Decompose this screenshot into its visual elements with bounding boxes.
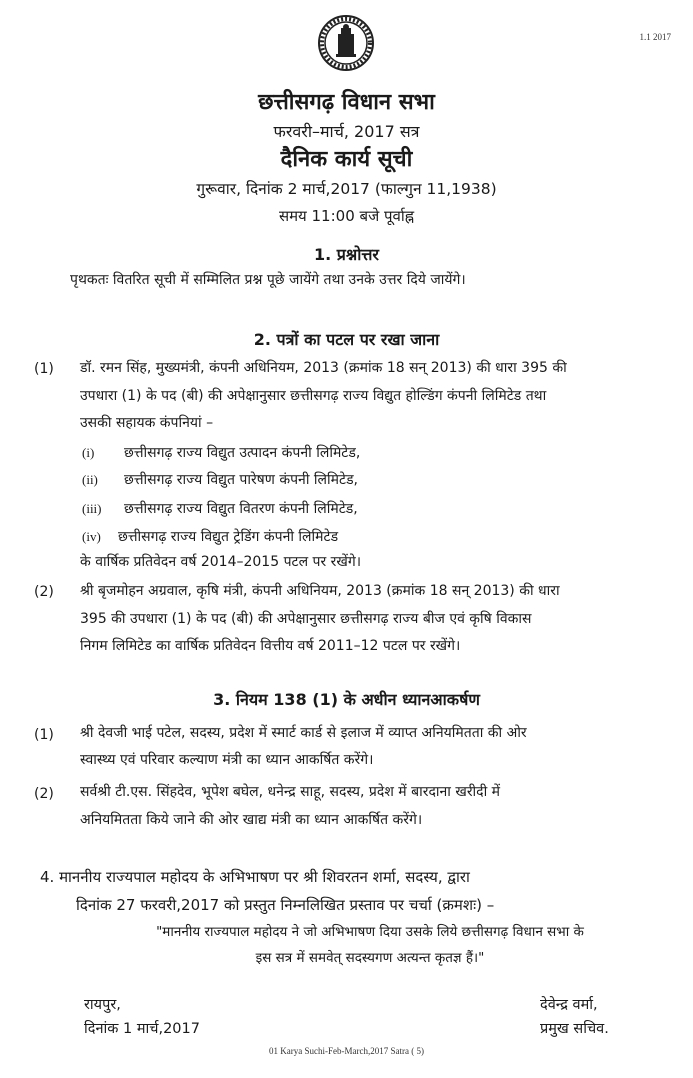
sub-item-number: (ii) (82, 472, 98, 487)
sub-item-text: छत्तीसगढ़ राज्य विद्युत वितरण कंपनी लिमिटेड, (124, 501, 358, 517)
section4-line2: दिनांक 27 फरवरी,2017 को प्रस्तुत निम्नलिखित प्रस्ताव पर चर्चा (क्रमशः) – (76, 896, 495, 914)
sub-item-text: छत्तीसगढ़ राज्य विद्युत उत्पादन कंपनी लिमिटेड, (124, 445, 361, 461)
footer-date: दिनांक 1 मार्च,2017 (84, 1021, 200, 1037)
section2-item1-line1: डॉ. रमन सिंह, मुख्यमंत्री, कंपनी अधिनियम, 2013 (क्रमांक 18 सन् 2013) की धारा 395 की (80, 360, 567, 376)
session-line: फरवरी–मार्च, 2017 सत्र (273, 122, 420, 141)
section3-heading: 3. नियम 138 (1) के अधीन ध्यानआकर्षण (213, 690, 480, 709)
sub-item-text: छत्तीसगढ़ राज्य विद्युत पारेषण कंपनी लिमिटेड, (124, 472, 359, 488)
section2-item1-line3: उसकी सहायक कंपनियां – (80, 415, 214, 431)
section2-item2-line2: 395 की उपधारा (1) के पद (बी) की अपेक्षानुसार छत्तीसगढ़ राज्य बीज एवं कृषि विकास (80, 611, 532, 627)
sub-item-number: (iii) (82, 501, 102, 516)
sub-item-text: छत्तीसगढ़ राज्य विद्युत ट्रेडिंग कंपनी लिमिटेड (118, 529, 339, 545)
section4-quote-line2: इस सत्र में समवेत् सदस्यगण अत्यन्त कृतज्ञ हैं।" (255, 950, 485, 966)
signatory-designation: प्रमुख सचिव. (540, 1021, 609, 1037)
section3-item1-line2: स्वास्थ्य एवं परिवार कल्याण मंत्री का ध्यान आकर्षित करेंगे। (80, 752, 374, 768)
section3-item2-line2: अनियमितता किये जाने की ओर खाद्य मंत्री का ध्यान आकर्षित करेंगे। (80, 812, 423, 828)
section1-text: पृथकतः वितरित सूची में सम्मिलित प्रश्न पूछे जायेंगे तथा उनके उत्तर दिये जायेंगे। (70, 272, 466, 288)
footer-place: रायपुर, (84, 997, 121, 1013)
section3-item2-line1: सर्वश्री टी.एस. सिंहदेव, भूपेश बघेल, धनेन्द्र साहू, सदस्य, प्रदेश में बारदाना खरीदी में (80, 784, 501, 800)
time-line: समय 11:00 बजे पूर्वाह्न (278, 207, 415, 225)
assembly-emblem-icon (317, 14, 375, 72)
section2-item2-line3: निगम लिमिटेड का वार्षिक प्रतिवेदन वित्तीय वर्ष 2011–12 पटल पर रखेंगे। (80, 638, 461, 654)
section1-heading: 1. प्रश्नोत्तर (314, 245, 379, 264)
section4-quote-line1: "माननीय राज्यपाल महोदय ने जो अभिभाषण दिया उसके लिये छत्तीसगढ़ विधान सभा के (156, 924, 584, 940)
section3-item2-number: (2) (34, 786, 54, 802)
section3-item1-number: (1) (34, 727, 54, 743)
date-line: गुरूवार, दिनांक 2 मार्च,2017 (फाल्गुन 11,1938) (196, 180, 497, 198)
section2-item1-number: (1) (34, 361, 54, 377)
sub-item-number: (i) (82, 445, 95, 460)
section2-item2-line1: श्री बृजमोहन अग्रवाल, कृषि मंत्री, कंपनी अधिनियम, 2013 (क्रमांक 18 सन् 2013) की धारा (80, 583, 560, 599)
section4-line1: 4. माननीय राज्यपाल महोदय के अभिभाषण पर श्री शिवरतन शर्मा, सदस्य, द्वारा (40, 868, 470, 886)
file-reference: 01 Karya Suchi-Feb-March,2017 Satra ( 5) (269, 1046, 424, 1056)
agenda-title: दैनिक कार्य सूची (280, 147, 413, 172)
page-title: छत्तीसगढ़ विधान सभा (258, 90, 435, 115)
section2-heading: 2. पत्रों का पटल पर रखा जाना (253, 330, 440, 349)
document-ref-number: 1.1 2017 (639, 32, 671, 42)
section2-item1-line2: उपधारा (1) के पद (बी) की अपेक्षानुसार छत्तीसगढ़ राज्य विद्युत होल्डिंग कंपनी लिमिटेड तथा (80, 388, 547, 404)
section2-item1-closing: के वार्षिक प्रतिवेदन वर्ष 2014–2015 पटल पर रखेंगे। (80, 554, 362, 570)
sub-item-number: (iv) (82, 529, 101, 544)
section3-item1-line1: श्री देवजी भाई पटेल, सदस्य, प्रदेश में स्मार्ट कार्ड से इलाज में व्याप्त अनियमितता की ओर (80, 725, 527, 741)
section2-item2-number: (2) (34, 584, 54, 600)
signatory-name: देवेन्द्र वर्मा, (540, 997, 598, 1013)
